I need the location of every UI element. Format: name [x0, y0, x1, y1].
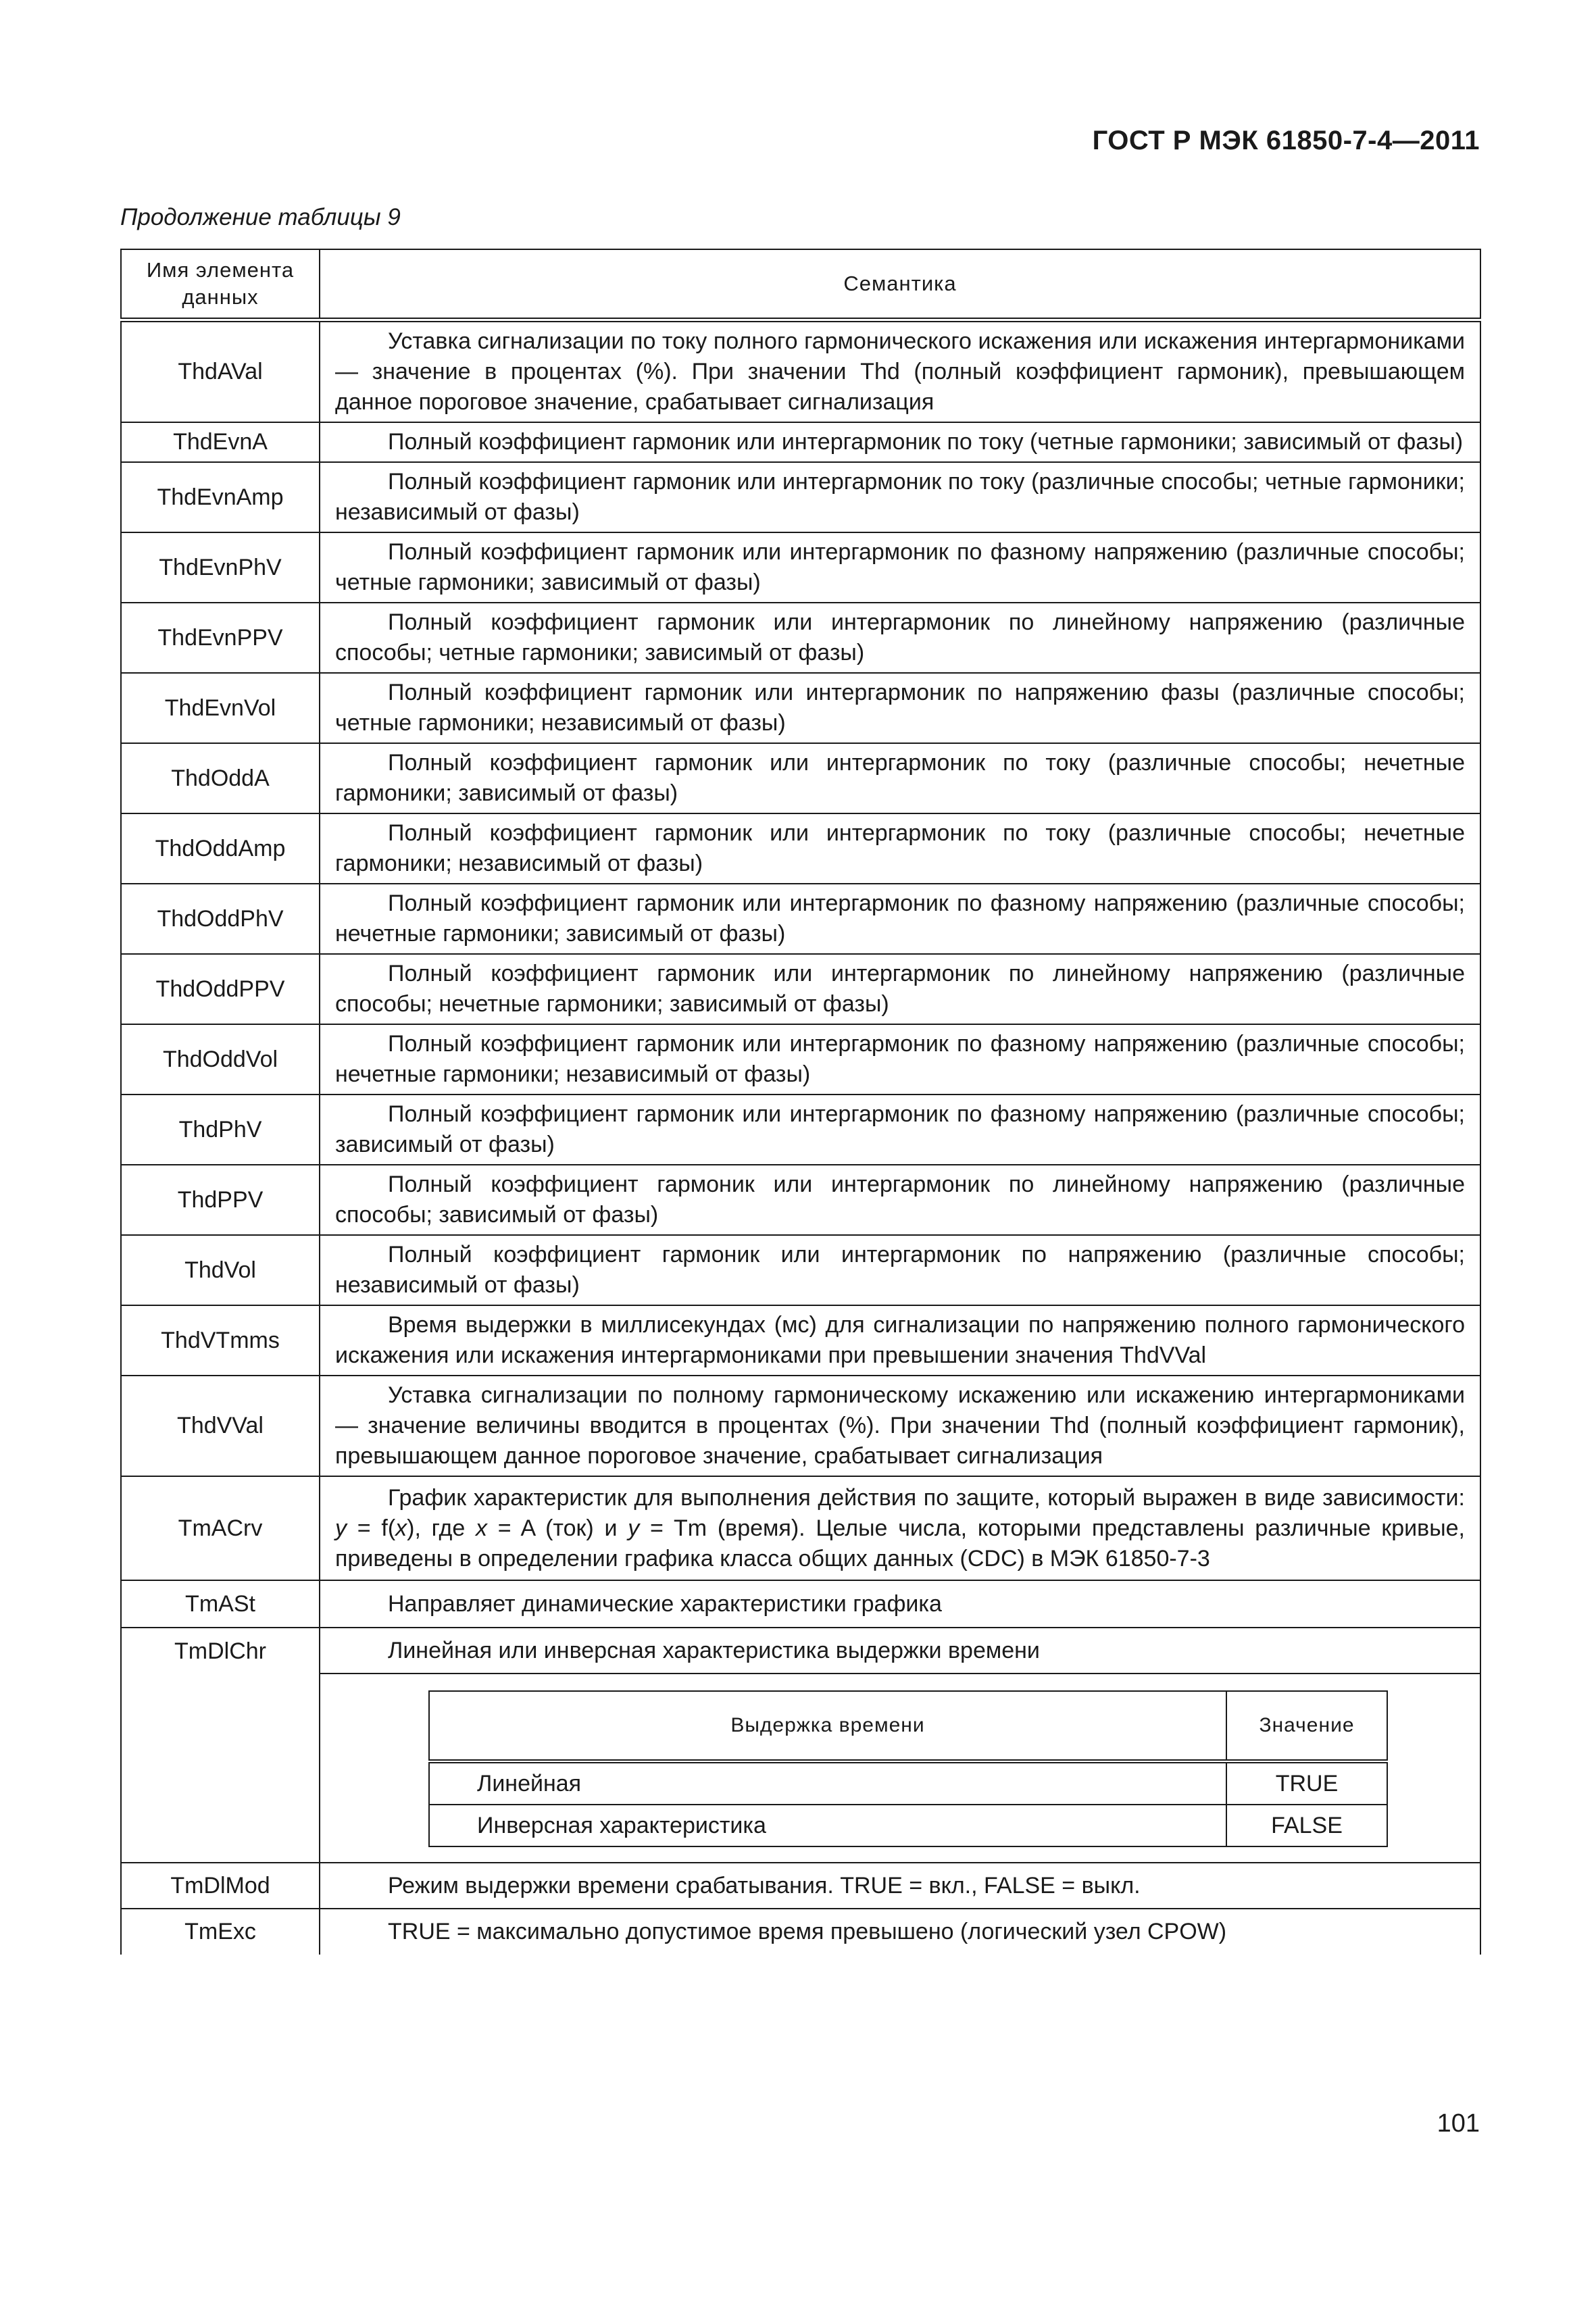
- row-semantics: Полный коэффициент гармоник или интергармоник по фазному напряжению (различные способы; четные гармоники; зависимый от фазы): [320, 532, 1480, 603]
- row-name: ThdVol: [121, 1235, 320, 1305]
- row-semantics: График характеристик для выполнения действия по защите, который выражен в виде зависимости: y = f(x), где x = A (ток) и y = Tm (время). Целые числа, которыми представлены различные кривые, приведены в определении графика класса общих данных (CDC) в МЭК 61850-7-3: [320, 1476, 1480, 1580]
- sub-col-header-value: Значение: [1226, 1691, 1387, 1761]
- row-name: ThdEvnPPV: [121, 603, 320, 673]
- sub-label: Инверсная характеристика: [429, 1805, 1226, 1846]
- row-name: ThdOddA: [121, 743, 320, 813]
- table-row: [121, 1909, 1480, 1955]
- table-row: [121, 673, 1480, 743]
- row-name: ThdOddPPV: [121, 954, 320, 1024]
- table-row: [121, 743, 1480, 813]
- table-row: [121, 813, 1480, 884]
- table-row: [121, 1863, 1480, 1909]
- row-name: TmExc: [121, 1909, 320, 1955]
- subtable-row-inverse: [429, 1805, 1387, 1846]
- row-semantics: Уставка сигнализации по току полного гармонического искажения или искажения интергармониками — значение в процентах (%). При значении Thd (полный коэффициент гармоник), превышающем данное пороговое значение, срабатывает сигнализация: [320, 320, 1480, 423]
- row-name: ThdEvnVol: [121, 673, 320, 743]
- row-semantics: Полный коэффициент гармоник или интергармоник по фазному напряжению (различные способы; зависимый от фазы): [320, 1095, 1480, 1165]
- table-row: [121, 603, 1480, 673]
- row-name: ThdOddVol: [121, 1024, 320, 1095]
- row-semantics: TRUE = максимально допустимое время превышено (логический узел CPOW): [320, 1909, 1480, 1955]
- row-name: ThdVVal: [121, 1376, 320, 1476]
- data-table: [120, 249, 1481, 1955]
- row-semantics: Направляет динамические характеристики графика: [320, 1580, 1480, 1628]
- row-name: ThdPhV: [121, 1095, 320, 1165]
- row-name: ThdVTmms: [121, 1305, 320, 1376]
- row-semantics: Полный коэффициент гармоник или интергармоник по линейному напряжению (различные способы; зависимый от фазы): [320, 1165, 1480, 1235]
- row-name: ThdPPV: [121, 1165, 320, 1235]
- table-caption: Продолжение таблицы 9: [120, 204, 401, 230]
- row-semantics: Полный коэффициент гармоник или интергармоник по напряжению (различные способы; независимый от фазы): [320, 1235, 1480, 1305]
- table-row: [121, 1235, 1480, 1305]
- row-semantics: Полный коэффициент гармоник или интергармоник по напряжению фазы (различные способы; четные гармоники; независимый от фазы): [320, 673, 1480, 743]
- page-number: 101: [1437, 2109, 1480, 2138]
- table-row: [121, 320, 1480, 423]
- sub-value: FALSE: [1226, 1805, 1387, 1846]
- table-row: [121, 1476, 1480, 1580]
- sub-label: Линейная: [429, 1761, 1226, 1805]
- table-row: [121, 532, 1480, 603]
- row-semantics: Полный коэффициент гармоник или интергармоник по току (различные способы; нечетные гармоники; независимый от фазы): [320, 813, 1480, 884]
- table-header-row: [121, 249, 1480, 320]
- row-name: ThdOddPhV: [121, 884, 320, 954]
- col-header-semantics: Семантика: [320, 249, 1480, 320]
- table-row: [121, 1628, 1480, 1674]
- table-row: [121, 1305, 1480, 1376]
- table-row: [121, 1095, 1480, 1165]
- standard-header: ГОСТ Р МЭК 61850-7-4—2011: [1092, 126, 1480, 155]
- row-semantics: Полный коэффициент гармоник или интергармоник по фазному напряжению (различные способы; нечетные гармоники; независимый от фазы): [320, 1024, 1480, 1095]
- row-semantics: Полный коэффициент гармоник или интергармоник по току (различные способы; четные гармоники; независимый от фазы): [320, 462, 1480, 532]
- table-row: [121, 1024, 1480, 1095]
- sub-value: TRUE: [1226, 1761, 1387, 1805]
- row-name: ThdEvnPhV: [121, 532, 320, 603]
- subtable-header: [429, 1691, 1387, 1761]
- row-name: ThdEvnAmp: [121, 462, 320, 532]
- table-row: [121, 1165, 1480, 1235]
- row-semantics: Уставка сигнализации по полному гармоническому искажению или искажению интергармониками — значение величины вводится в процентах (%). При значении Thd (полный коэффициент гармоник), превышающем данное пороговое значение, срабатывает сигнализация: [320, 1376, 1480, 1476]
- row-name: TmDlMod: [121, 1863, 320, 1909]
- row-name: TmACrv: [121, 1476, 320, 1580]
- row-semantics: Полный коэффициент гармоник или интергармоник по току (четные гармоники; зависимый от фазы): [320, 422, 1480, 462]
- row-name: ThdAVal: [121, 320, 320, 423]
- delay-subtable: [428, 1690, 1388, 1847]
- row-semantics: Полный коэффициент гармоник или интергармоник по линейному напряжению (различные способы; четные гармоники; зависимый от фазы): [320, 603, 1480, 673]
- row-semantics: Полный коэффициент гармоник или интергармоник по линейному напряжению (различные способы; нечетные гармоники; зависимый от фазы): [320, 954, 1480, 1024]
- table-row: [121, 1580, 1480, 1628]
- row-name: TmASt: [121, 1580, 320, 1628]
- subtable-cell: [320, 1674, 1480, 1863]
- row-name: ThdOddAmp: [121, 813, 320, 884]
- row-semantics: Линейная или инверсная характеристика выдержки времени: [320, 1628, 1480, 1674]
- row-semantics: Время выдержки в миллисекундах (мс) для сигнализации по напряжению полного гармонического искажения или искажения интергармониками при превышении значения ThdVVal: [320, 1305, 1480, 1376]
- table-row: [121, 462, 1480, 532]
- sub-col-header-delay: Выдержка времени: [429, 1691, 1226, 1761]
- table-row: [121, 422, 1480, 462]
- table-row: [121, 954, 1480, 1024]
- col-header-name: Имя элемента данных: [121, 249, 320, 320]
- row-name: ThdEvnA: [121, 422, 320, 462]
- row-semantics: Режим выдержки времени срабатывания. TRUE = вкл., FALSE = выкл.: [320, 1863, 1480, 1909]
- table-row: [121, 884, 1480, 954]
- row-semantics: Полный коэффициент гармоник или интергармоник по фазному напряжению (различные способы; нечетные гармоники; зависимый от фазы): [320, 884, 1480, 954]
- subtable-row-linear: [429, 1761, 1387, 1805]
- row-semantics: Полный коэффициент гармоник или интергармоник по току (различные способы; нечетные гармоники; зависимый от фазы): [320, 743, 1480, 813]
- row-name: TmDlChr: [121, 1628, 320, 1863]
- subtable-row: [121, 1674, 1480, 1863]
- table-row: [121, 1376, 1480, 1476]
